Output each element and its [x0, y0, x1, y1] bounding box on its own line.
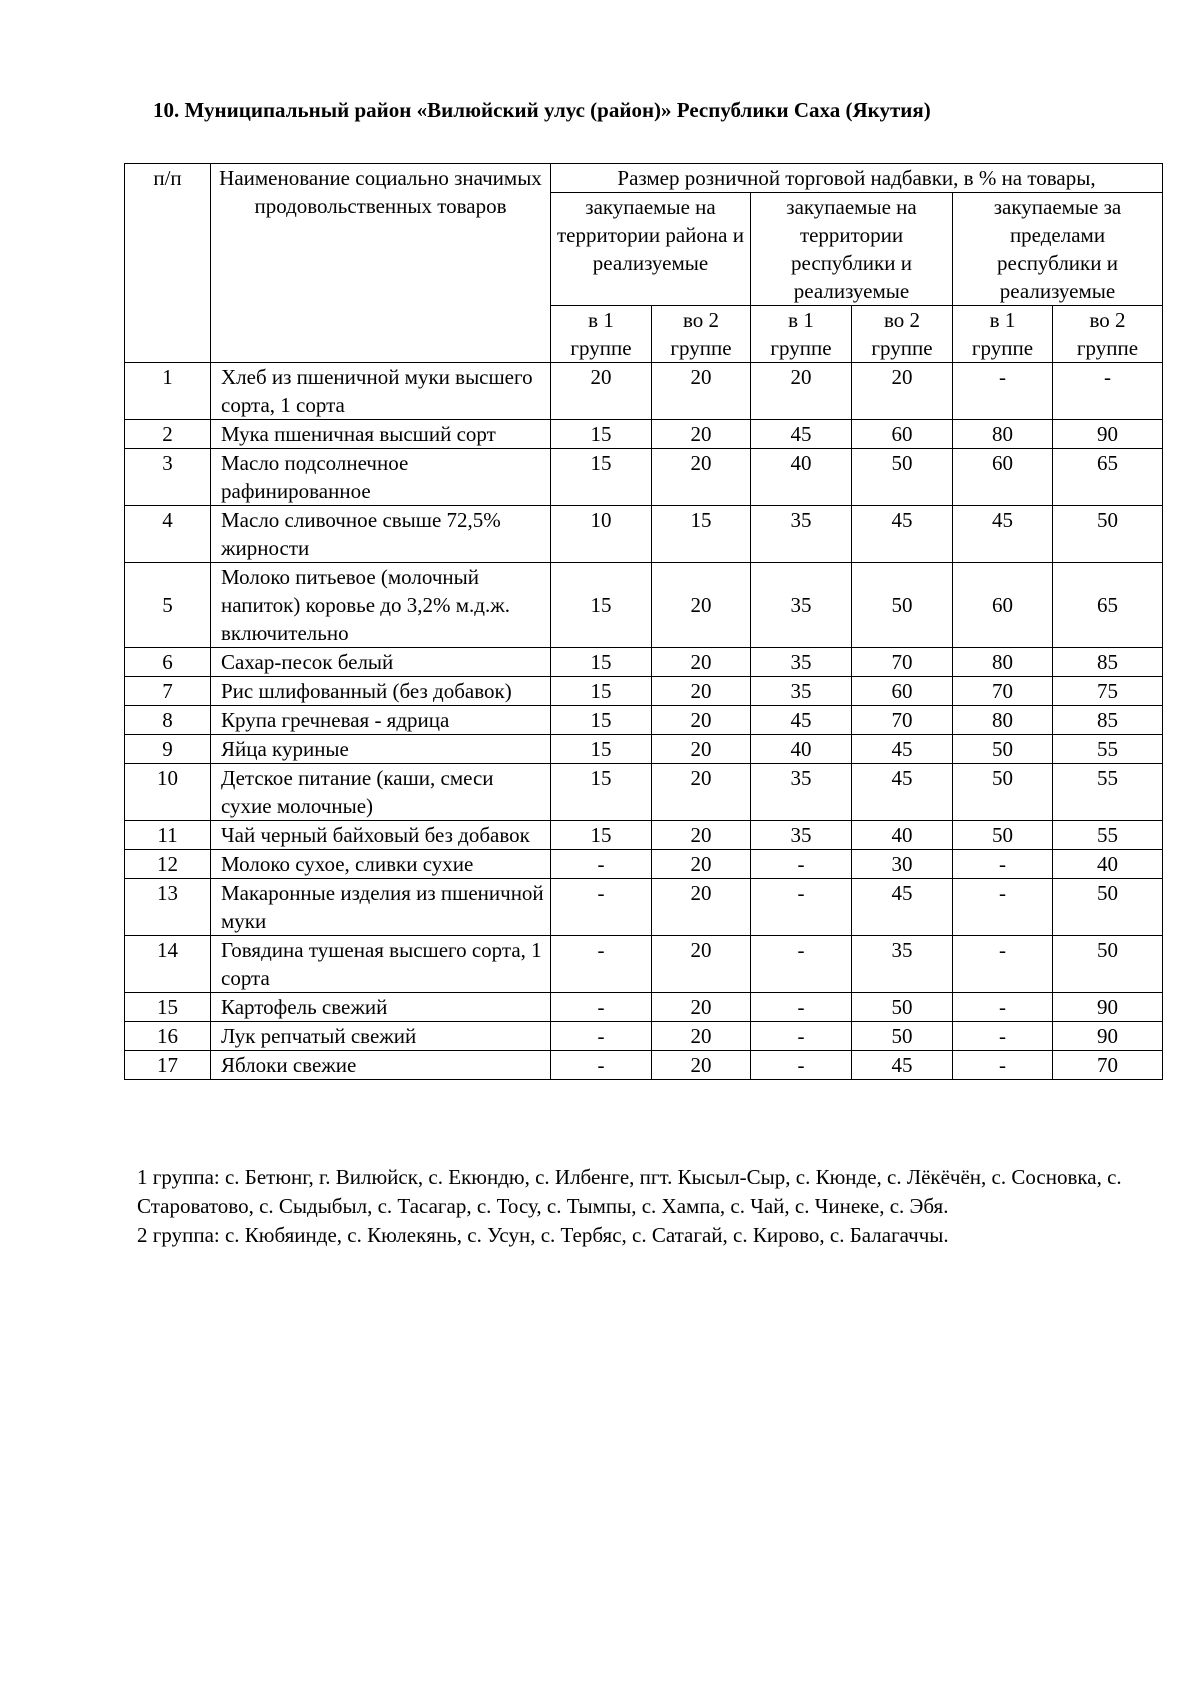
markup-value: -	[551, 993, 652, 1022]
markup-value: 20	[852, 363, 953, 420]
markup-value: 20	[652, 821, 751, 850]
row-number: 13	[125, 879, 211, 936]
row-number: 11	[125, 821, 211, 850]
row-number: 1	[125, 363, 211, 420]
row-number: 3	[125, 449, 211, 506]
markup-value: 50	[953, 821, 1053, 850]
markup-value: 65	[1053, 563, 1163, 648]
markup-value: 20	[652, 879, 751, 936]
table-row	[125, 648, 1163, 677]
table-row	[125, 1051, 1163, 1080]
markup-value: 20	[652, 563, 751, 648]
table-row	[125, 563, 1163, 648]
markup-value: 65	[1053, 449, 1163, 506]
markup-value: 60	[953, 563, 1053, 648]
product-name: Молоко сухое, сливки сухие	[211, 850, 551, 879]
markup-value: 20	[751, 363, 852, 420]
markup-value: -	[953, 1022, 1053, 1051]
markup-value: 10	[551, 506, 652, 563]
markup-value: 70	[1053, 1051, 1163, 1080]
product-name: Масло сливочное свыше 72,5% жирности	[211, 506, 551, 563]
markup-value: -	[953, 993, 1053, 1022]
markup-value: -	[953, 850, 1053, 879]
row-number: 14	[125, 936, 211, 993]
footnotes	[137, 1163, 1177, 1250]
product-name: Рис шлифованный (без добавок)	[211, 677, 551, 706]
table-row	[125, 936, 1163, 993]
product-name: Чай черный байховый без добавок	[211, 821, 551, 850]
markup-value: 15	[551, 420, 652, 449]
table-row	[125, 879, 1163, 936]
markup-value: 20	[652, 993, 751, 1022]
markup-value: 75	[1053, 677, 1163, 706]
row-number: 15	[125, 993, 211, 1022]
markup-value: 35	[751, 563, 852, 648]
table-row	[125, 821, 1163, 850]
table-row	[125, 993, 1163, 1022]
header-num: п/п	[125, 164, 211, 363]
markup-value: 40	[1053, 850, 1163, 879]
markup-value: -	[751, 993, 852, 1022]
markup-value: -	[751, 1051, 852, 1080]
markup-value: 15	[551, 764, 652, 821]
table-row	[125, 706, 1163, 735]
markup-value: 15	[551, 563, 652, 648]
markup-value: 15	[652, 506, 751, 563]
row-number: 8	[125, 706, 211, 735]
markup-value: 90	[1053, 993, 1163, 1022]
markup-value: 60	[953, 449, 1053, 506]
header-markup: Размер розничной торговой надбавки, в % на товары,	[551, 164, 1163, 193]
markup-value: -	[1053, 363, 1163, 420]
row-number: 10	[125, 764, 211, 821]
markup-value: -	[751, 879, 852, 936]
markup-value: 35	[852, 936, 953, 993]
markup-value: 20	[551, 363, 652, 420]
markup-value: 90	[1053, 420, 1163, 449]
markup-value: 35	[751, 648, 852, 677]
markup-value: 85	[1053, 648, 1163, 677]
product-name: Хлеб из пшеничной муки высшего сорта, 1 сорта	[211, 363, 551, 420]
markup-value: 20	[652, 677, 751, 706]
markup-value: 35	[751, 821, 852, 850]
markup-value: 50	[852, 449, 953, 506]
markup-value: 45	[852, 764, 953, 821]
markup-value: -	[551, 1051, 652, 1080]
markup-value: 45	[852, 879, 953, 936]
product-name: Говядина тушеная высшего сорта, 1 сорта	[211, 936, 551, 993]
markup-value: 55	[1053, 821, 1163, 850]
product-name: Молоко питьевое (молочный напиток) коровье до 3,2% м.д.ж. включительно	[211, 563, 551, 648]
row-number: 2	[125, 420, 211, 449]
markup-value: 15	[551, 821, 652, 850]
markup-value: 55	[1053, 735, 1163, 764]
markup-value: 40	[751, 449, 852, 506]
markup-value: 45	[751, 420, 852, 449]
product-name: Картофель свежий	[211, 993, 551, 1022]
markup-value: 55	[1053, 764, 1163, 821]
product-name: Яйца куриные	[211, 735, 551, 764]
table-row	[125, 1022, 1163, 1051]
markup-value: -	[953, 363, 1053, 420]
markup-value: 20	[652, 449, 751, 506]
markup-value: 40	[852, 821, 953, 850]
markup-value: 90	[1053, 1022, 1163, 1051]
markup-value: 50	[852, 993, 953, 1022]
row-number: 7	[125, 677, 211, 706]
markup-value: 20	[652, 936, 751, 993]
markup-value: 70	[852, 706, 953, 735]
row-number: 12	[125, 850, 211, 879]
header-sub: в 1 группе	[751, 306, 852, 363]
markup-value: 20	[652, 648, 751, 677]
markup-value: -	[551, 879, 652, 936]
markup-value: 15	[551, 677, 652, 706]
markup-value: 80	[953, 648, 1053, 677]
markup-value: -	[953, 936, 1053, 993]
markup-value: 40	[751, 735, 852, 764]
markup-value: 70	[953, 677, 1053, 706]
markup-value: 15	[551, 706, 652, 735]
markup-value: -	[751, 1022, 852, 1051]
row-number: 17	[125, 1051, 211, 1080]
markup-value: 50	[852, 1022, 953, 1051]
markup-value: 20	[652, 363, 751, 420]
note-group1: 1 группа: с. Бетюнг, г. Вилюйск, с. Екюндю, с. Илбенге, пгт. Кысыл-Сыр, с. Кюнде, с. Лёкёчён, с. Сосновка, с. Староватово, с. Сыдыбыл, с. Тасагар, с. Тосу, с. Тымпы, с. Хампа, с. Чай, с. Чинеке, с. Эбя.	[137, 1165, 1122, 1218]
header-group-outside: закупаемые за пределами республики и реализуемые	[953, 193, 1163, 306]
row-number: 5	[125, 563, 211, 648]
markup-value: 35	[751, 506, 852, 563]
markup-value: 50	[1053, 506, 1163, 563]
markup-value: 20	[652, 735, 751, 764]
markup-value: -	[551, 936, 652, 993]
markup-value: 15	[551, 648, 652, 677]
markup-value: 20	[652, 420, 751, 449]
markup-value: 50	[1053, 879, 1163, 936]
markup-value: -	[751, 850, 852, 879]
header-sub: во 2 группе	[852, 306, 953, 363]
markup-value: 35	[751, 764, 852, 821]
header-group-district: закупаемые на территории района и реализуемые	[551, 193, 751, 306]
product-name: Яблоки свежие	[211, 1051, 551, 1080]
product-name: Мука пшеничная высший сорт	[211, 420, 551, 449]
markup-value: 20	[652, 764, 751, 821]
table-header	[125, 164, 1163, 363]
markup-value: 85	[1053, 706, 1163, 735]
markup-value: 45	[852, 506, 953, 563]
markup-value: 45	[852, 735, 953, 764]
table-row	[125, 506, 1163, 563]
markup-value: 60	[852, 420, 953, 449]
markup-value: 70	[852, 648, 953, 677]
markup-value: 45	[852, 1051, 953, 1080]
markup-value: 80	[953, 706, 1053, 735]
markup-value: 60	[852, 677, 953, 706]
product-name: Сахар-песок белый	[211, 648, 551, 677]
markup-value: -	[551, 850, 652, 879]
markup-value: 45	[953, 506, 1053, 563]
header-sub: в 1 группе	[551, 306, 652, 363]
markup-value: -	[953, 1051, 1053, 1080]
markup-value: 20	[652, 1051, 751, 1080]
row-number: 16	[125, 1022, 211, 1051]
note-group2: 2 группа: с. Кюбяинде, с. Кюлекянь, с. Усун, с. Тербяс, с. Сатагай, с. Кирово, с. Балагаччы.	[137, 1223, 949, 1247]
table-row	[125, 677, 1163, 706]
table-row	[125, 735, 1163, 764]
product-name: Макаронные изделия из пшеничной муки	[211, 879, 551, 936]
table-row	[125, 764, 1163, 821]
markup-value: 45	[751, 706, 852, 735]
row-number: 4	[125, 506, 211, 563]
header-sub: во 2 группе	[652, 306, 751, 363]
row-number: 6	[125, 648, 211, 677]
table-row	[125, 449, 1163, 506]
markup-value: 20	[652, 850, 751, 879]
product-name: Детское питание (каши, смеси сухие молочные)	[211, 764, 551, 821]
markup-value: 80	[953, 420, 1053, 449]
page-title: 10. Муниципальный район «Вилюйский улус (район)» Республики Саха (Якутия)	[153, 98, 931, 122]
markup-table	[124, 163, 1163, 1080]
markup-value: 50	[953, 735, 1053, 764]
table-row	[125, 420, 1163, 449]
table-row	[125, 363, 1163, 420]
markup-value: 50	[1053, 936, 1163, 993]
markup-value: 50	[953, 764, 1053, 821]
header-name: Наименование социально значимых продовольственных товаров	[211, 164, 551, 363]
markup-value: 50	[852, 563, 953, 648]
markup-value: 20	[652, 706, 751, 735]
product-name: Масло подсолнечное рафинированное	[211, 449, 551, 506]
header-sub: во 2 группе	[1053, 306, 1163, 363]
markup-value: 15	[551, 735, 652, 764]
markup-value: 20	[652, 1022, 751, 1051]
markup-value: 35	[751, 677, 852, 706]
markup-value: 15	[551, 449, 652, 506]
header-group-republic: закупаемые на территории республики и реализуемые	[751, 193, 953, 306]
markup-value: 30	[852, 850, 953, 879]
table-row	[125, 850, 1163, 879]
header-sub: в 1 группе	[953, 306, 1053, 363]
row-number: 9	[125, 735, 211, 764]
product-name: Крупа гречневая - ядрица	[211, 706, 551, 735]
product-name: Лук репчатый свежий	[211, 1022, 551, 1051]
markup-value: -	[751, 936, 852, 993]
table-body	[125, 363, 1163, 1080]
markup-value: -	[551, 1022, 652, 1051]
markup-value: -	[953, 879, 1053, 936]
